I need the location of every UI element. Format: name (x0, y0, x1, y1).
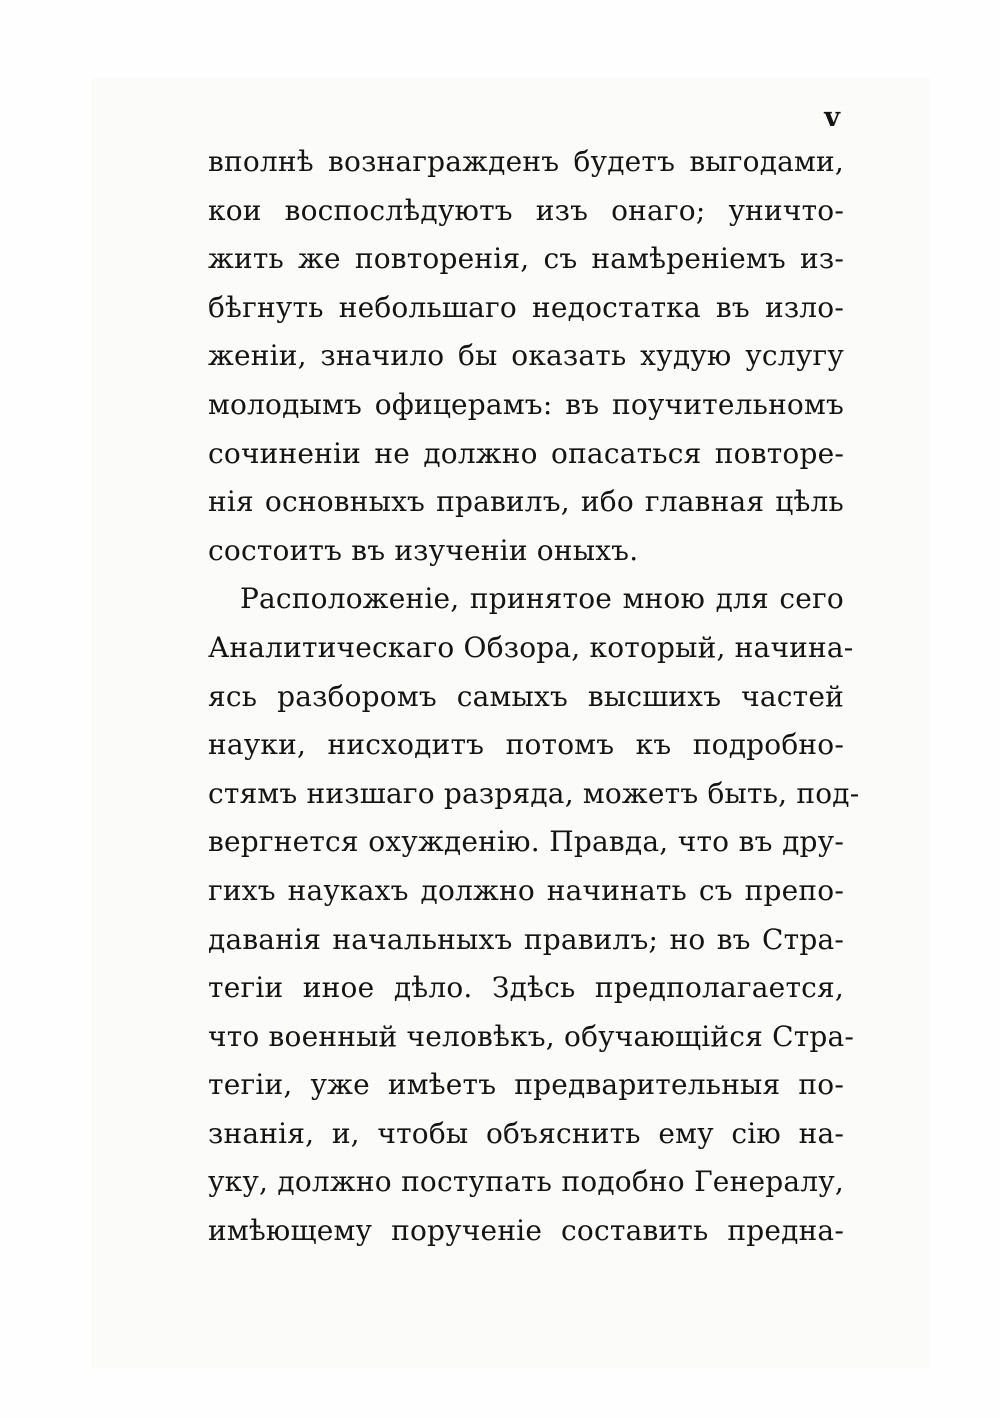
text-line: тегіи, уже имѣетъ предварительныя по- (208, 1068, 844, 1102)
text-line: даванія начальныхъ правилъ; но въ Стра- (208, 922, 844, 956)
page-number: v (824, 102, 840, 133)
text-line: Расположеніе, принятое мною для сего (240, 582, 844, 616)
text-line: кои воспослѣдуютъ изъ онаго; уничто- (208, 193, 844, 227)
text-line: нія основныхъ правилъ, ибо главная цѣль (208, 485, 844, 519)
text-line: тегіи иное дѣло. Здѣсь предполагается, (208, 971, 844, 1005)
text-line: женіи, значило бы оказать худую услугу (208, 339, 844, 373)
paragraph-1 (208, 138, 844, 575)
text-line: знанія, и, чтобы объяснить ему сію на- (208, 1116, 844, 1150)
text-line: Аналитическаго Обзора, который, начина- (208, 630, 854, 664)
body-text (208, 138, 860, 1256)
text-line: науки, нисходитъ потомъ къ подробно- (208, 728, 844, 762)
text-line: что военный человѣкъ, обучающійся Стра- (208, 1019, 855, 1053)
text-line: вполнѣ вознагражденъ будетъ выгодами, (208, 145, 844, 178)
text-line: молодымъ офицерамъ: въ поучительномъ (208, 387, 844, 421)
text-line: сочиненіи не должно опасаться повторе- (208, 436, 844, 470)
paragraph-2 (208, 575, 860, 1255)
text-line: жить же повторенія, съ намѣреніемъ из- (208, 242, 844, 276)
text-line: ясь разборомъ самыхъ высшихъ частей (208, 679, 844, 713)
text-line: гихъ наукахъ должно начинать съ препо- (208, 873, 844, 907)
text-line: стямъ низшаго разряда, можетъ быть, под- (208, 776, 860, 810)
text-line: имѣющему порученіе составить предна- (208, 1214, 844, 1248)
text-line: состоитъ въ изученіи оныхъ. (208, 533, 639, 567)
text-line: уку, должно поступать подобно Генералу, (208, 1165, 844, 1199)
text-line: вергнется охужденію. Правда, что въ дру- (208, 825, 844, 859)
text-line: бѣгнуть небольшаго недостатка въ изло- (208, 290, 844, 324)
